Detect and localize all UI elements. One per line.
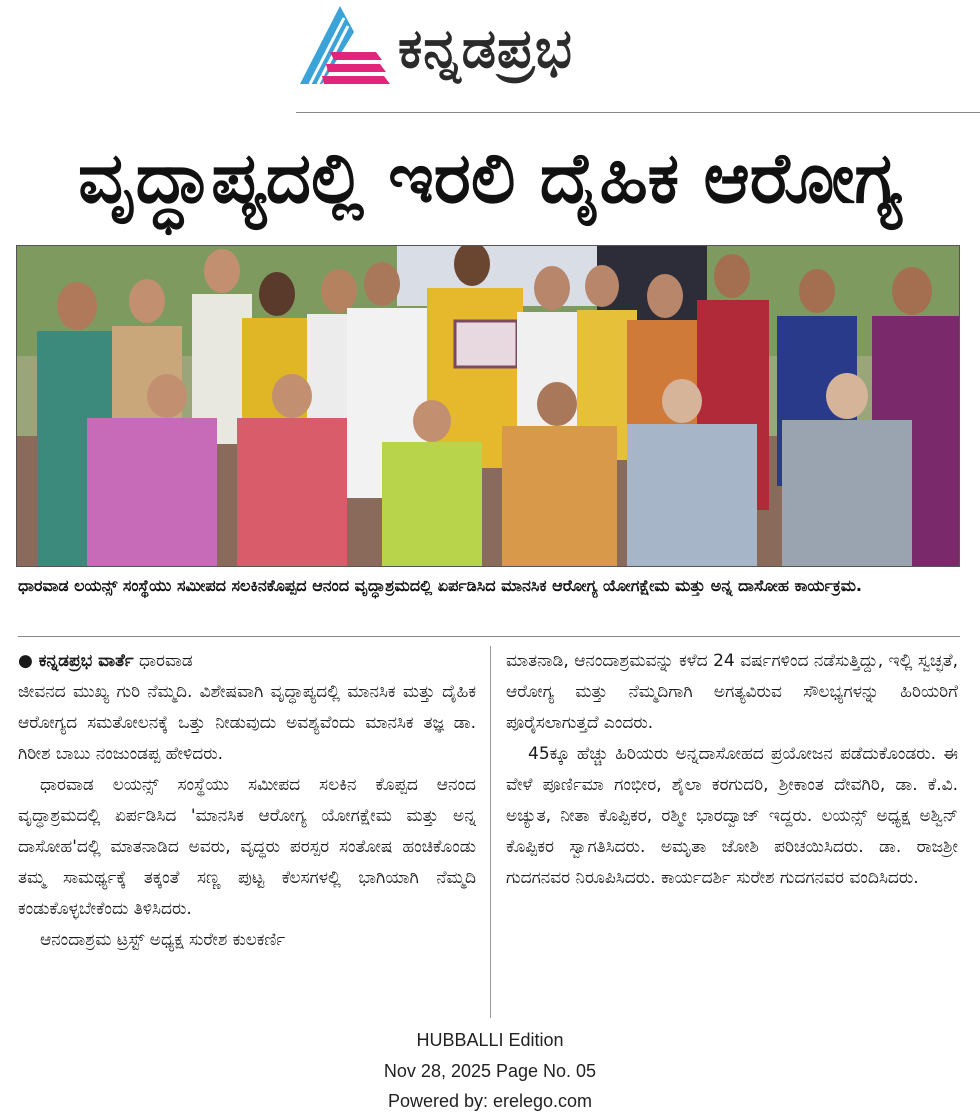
kannada-prabha-logo-icon — [296, 4, 392, 86]
column-divider — [490, 646, 491, 1018]
masthead — [0, 0, 980, 112]
paragraph: 45ಕ್ಕೂ ಹೆಚ್ಚು ಹಿರಿಯರು ಅನ್ನದಾಸೋಹದ ಪ್ರಯೋಜನ ಪಡೆದುಕೊಂಡರು. ಈ ವೇಳೆ ಪೂರ್ಣಿಮಾ ಗಂಭೀರ, ಶೈಲಾ ಕರಗುದರಿ, ಶ್ರೀಕಾಂತ ದೇವಗಿರಿ, ಡಾ. ಕೆ.ವಿ. ಅಚ್ಯುತ, ನೀತಾ ಕೊಪ್ಪಿಕರ, ರಶ್ಮೀ ಭಾರದ್ವಾಜ್ ಇದ್ದರು. ಲಯನ್ಸ್ ಅಧ್ಯಕ್ಷ ಅಶ್ವಿನ್ ಕೊಪ್ಪಿಕರ ಸ್ವಾಗತಿಸಿದರು. ಅಮೃತಾ ಜೋಶಿ ಪರಿಚಯಿಸಿದರು. ಡಾ. ರಾಜಶ್ರೀ ಗುದಗನವರ ನಿರೂಪಿಸಿದರು. ಕಾರ್ಯದರ್ಶಿ ಸುರೇಶ ಗುದಗನವರ ವಂದಿಸಿದರು. — [506, 744, 958, 888]
byline: ಕನ್ನಡಪ್ರಭ ವಾರ್ತೆ — [38, 651, 134, 671]
footer-edition: HUBBALLI Edition — [416, 1030, 564, 1050]
dateline-place: ಧಾರವಾಡ — [138, 651, 193, 671]
footer-date-page: Nov 28, 2025 Page No. 05 — [383, 1061, 597, 1081]
article-column-right — [506, 646, 958, 894]
group-photo-image — [17, 246, 959, 566]
paragraph: ಧಾರವಾಡ ಲಯನ್ಸ್ ಸಂಸ್ಥೆಯು ಸಮೀಪದ ಸಲಕಿನ ಕೊಪ್ಪದ ಆನಂದ ವೃದ್ಧಾಶ್ರಮದಲ್ಲಿ ಏರ್ಪಡಿಸಿದ 'ಮಾನಸಿಕ ಆರೋಗ್ಯ ಯೋಗಕ್ಷೇಮ ಮತ್ತು ಅನ್ನ ದಾಸೋಹ'ದಲ್ಲಿ ಮಾತನಾಡಿದ ಅವರು, ವೃದ್ಧರು ಪರಸ್ಪರ ಸಂತೋಷ ಹಂಚಿಕೊಂಡು ತಮ್ಮ ಸಾಮರ್ಥ್ಯಕ್ಕೆ ತಕ್ಕಂತೆ ಸಣ್ಣ ಪುಟ್ಟ ಕೆಲಸಗಳಲ್ಲಿ ಭಾಗಿಯಾಗಿ ನೆಮ್ಮದಿ ಕಂಡುಕೊಳ್ಳಬೇಕೆಂದು ತಿಳಿಸಿದರು. — [18, 775, 476, 919]
paragraph: ಜೀವನದ ಮುಖ್ಯ ಗುರಿ ನೆಮ್ಮದಿ. ವಿಶೇಷವಾಗಿ ವೃದ್ಧಾಪ್ಯದಲ್ಲಿ ಮಾನಸಿಕ ಮತ್ತು ದೈಹಿಕ ಆರೋಗ್ಯದ ಸಮತೋಲನಕ್ಕೆ ಒತ್ತು ನೀಡುವುದು ಅವಶ್ಯವೆಂದು ಮಾನಸಿಕ ತಜ್ಞ ಡಾ. ಗಿರೀಶ ಬಾಬು ನಂಜುಂಡಪ್ಪ ಹೇಳಿದರು. — [18, 682, 476, 764]
article-column-left — [18, 646, 476, 956]
photo-caption: ಧಾರವಾಡ ಲಯನ್ಸ್ ಸಂಸ್ಥೆಯು ಸಮೀಪದ ಸಲಕಿನಕೊಪ್ಪದ ಆನಂದ ವೃದ್ಧಾಶ್ರಮದಲ್ಲಿ ಏರ್ಪಡಿಸಿದ ಮಾನಸಿಕ ಆರೋಗ್ಯ ಯೋಗಕ್ಷೇಮ ಮತ್ತು ಅನ್ನ ದಾಸೋಹ ಕಾರ್ಯಕ್ರಮ. — [18, 576, 863, 595]
masthead-title: ಕನ್ನಡಪ್ರಭ — [398, 17, 573, 80]
paragraph: ಆನಂದಾಶ್ರಮ ಟ್ರಸ್ಟ್ ಅಧ್ಯಕ್ಷ ಸುರೇಶ ಕುಲಕರ್ಣಿ — [40, 930, 286, 950]
news-photo — [16, 245, 960, 567]
caption-rule — [18, 636, 960, 637]
headline: ವೃದ್ಧಾಪ್ಯದಲ್ಲಿ ಇರಲಿ ದೈಹಿಕ ಆರೋಗ್ಯ — [78, 137, 902, 219]
dateline — [18, 646, 476, 677]
byline-bullet-icon: ● — [18, 651, 39, 671]
footer-powered-by[interactable]: Powered by: erelego.com — [387, 1091, 593, 1111]
paragraph: ಮಾತನಾಡಿ, ಆನಂದಾಶ್ರಮವನ್ನು ಕಳೆದ 24 ವರ್ಷಗಳಿಂದ ನಡೆಸುತ್ತಿದ್ದು, ಇಲ್ಲಿ ಸ್ವಚ್ಛತೆ, ಆರೋಗ್ಯ ಮತ್ತು ನೆಮ್ಮದಿಗಾಗಿ ಅಗತ್ಯವಿರುವ ಸೌಲಭ್ಯಗಳನ್ನು ಹಿರಿಯರಿಗೆ ಪೂರೈಸಲಾಗುತ್ತದೆ ಎಂದರು. — [506, 651, 958, 733]
masthead-rule — [296, 112, 980, 113]
